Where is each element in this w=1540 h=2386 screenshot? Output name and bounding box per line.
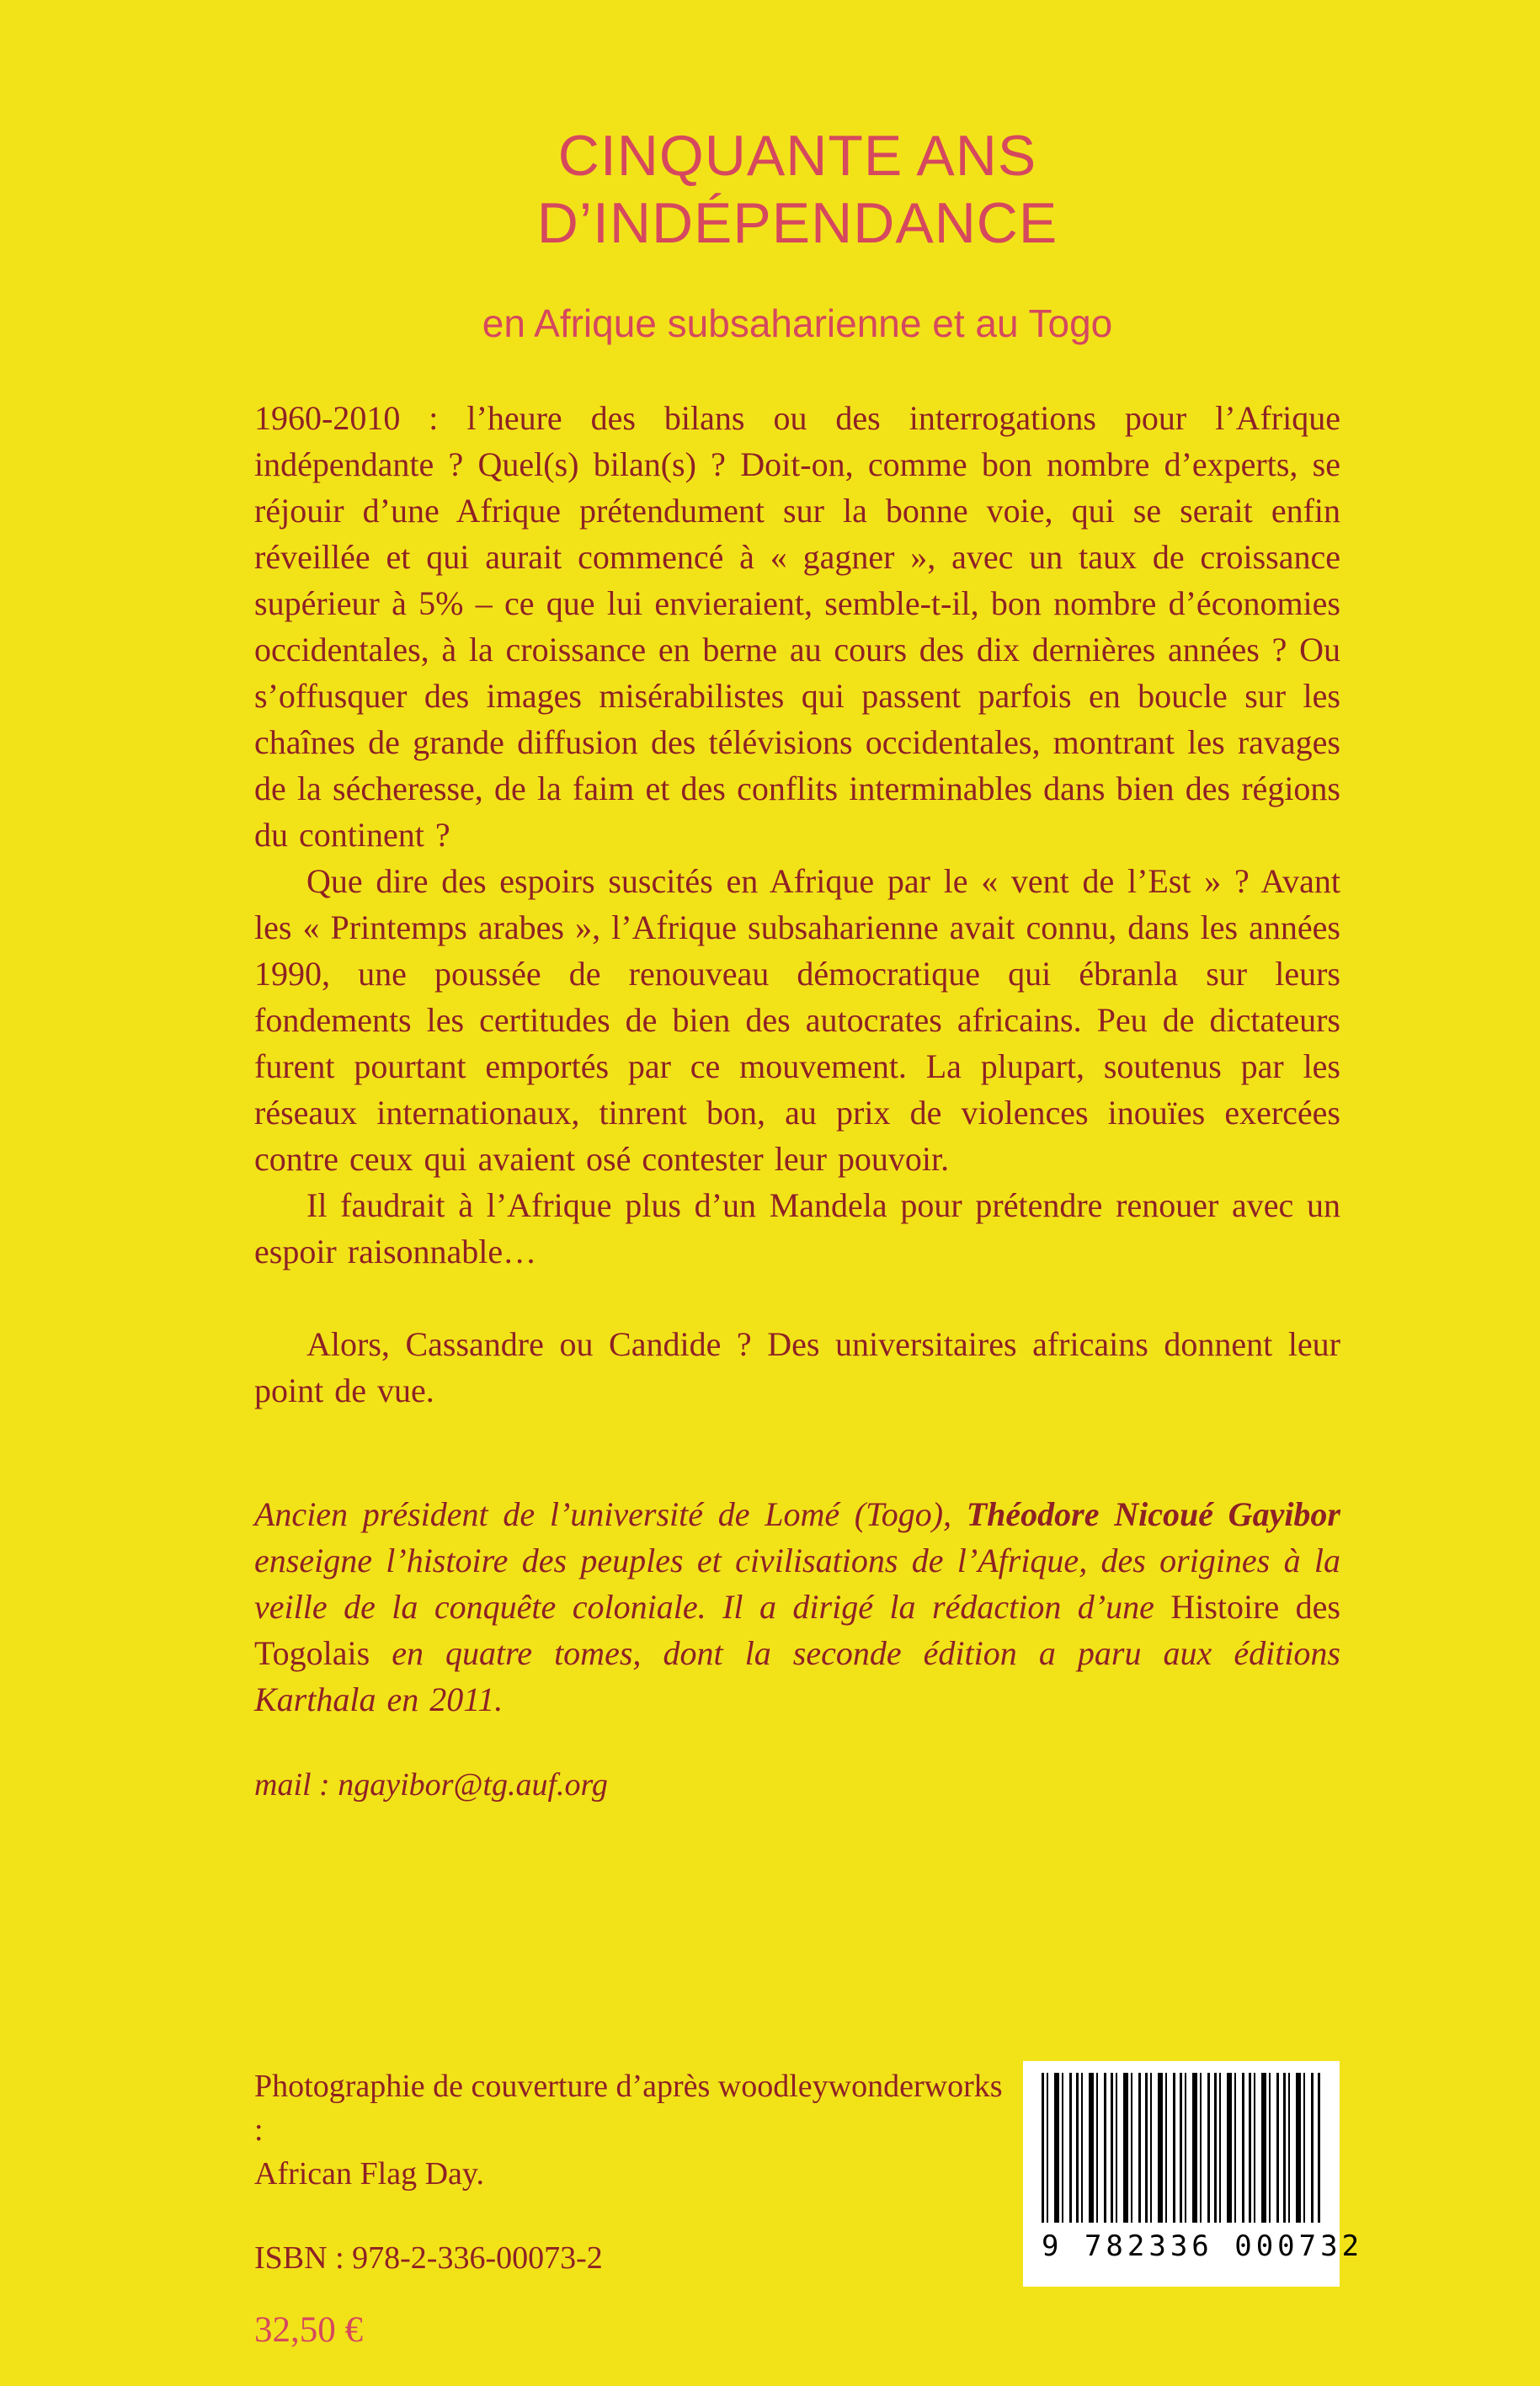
blurb-paragraph-4: Alors, Cassandre ou Candide ? Des universitaires africains donnent leur point de vue. <box>254 1325 1340 1409</box>
author-bio <box>254 1491 1340 1723</box>
author-name: Théodore Nicoué Gayibor <box>966 1495 1340 1533</box>
barcode-number: 9 782336 000732 <box>1042 2229 1364 2263</box>
photo-credit-line1: Photographie de couverture d’après woodleywonderworks : <box>254 2069 1003 2148</box>
isbn: ISBN : 978-2-336-00073-2 <box>254 2240 603 2276</box>
bio-segment: Ancien président de l’université de Lomé (Togo), <box>254 1495 967 1533</box>
book-reference-title: Histoire des Togolais <box>254 1588 1341 1672</box>
book-title <box>254 122 1340 257</box>
bio-segment: en quatre tomes, dont la seconde édition a paru aux éditions Karthala en 2011. <box>254 1634 1340 1718</box>
book-title-line1: CINQUANTE ANS <box>557 124 1037 188</box>
barcode-bars-graphic <box>1042 2073 1321 2223</box>
publication-info <box>254 2064 1012 2352</box>
blurb-paragraph-3: Il faudrait à l’Afrique plus d’un Mandela pour prétendre renouer avec un espoir raisonnable… <box>254 1186 1340 1270</box>
book-subtitle: en Afrique subsaharienne et au Togo <box>482 301 1113 345</box>
author-email: mail : ngayibor@tg.auf.org <box>254 1767 608 1803</box>
book-title-line2: D’INDÉPENDANCE <box>536 191 1058 255</box>
blurb-paragraph-2: Que dire des espoirs suscités en Afrique par le « vent de l’Est » ? Avant les « Printemps arabes », l’Afrique subsaharienne avait connu, dans les années 1990, une poussée de renouveau démocratique qui ébranla sur leurs fondements les certitudes de bien des autocrates africains. Peu de dictateurs furent pourtant emportés par ce mouvement. La plupart, soutenus par les réseaux internationaux, tinrent bon, au prix de violences inouïes exercées contre ceux qui avaient osé contester leur pouvoir. <box>254 862 1340 1178</box>
blurb-paragraph-1: 1960-2010 : l’heure des bilans ou des interrogations pour l’Afrique indépendante ? Quel(s) bilan(s) ? Doit-on, comme bon nombre d’experts, se réjouir d’une Afrique prétendument sur la bonne voie, qui se serait enfin réveillée et qui aurait commencé à « gagner », avec un taux de croissance supérieur à 5% – ce que lui envieraient, semble-t-il, bon nombre d’économies occidentales, à la croissance en berne au cours des dix dernières années ? Ou s’offusquer des images misérabilistes qui passent parfois en boucle sur les chaînes de grande diffusion des télévisions occidentales, montrant les ravages de la sécheresse, de la faim et des conflits interminables dans bien des régions du continent ? <box>254 399 1340 854</box>
main-text-column <box>254 0 1340 1803</box>
bio-segment: enseigne l’histoire des peuples et civilisations de l’Afrique, des origines à la veille de la conquête coloniale. Il a dirigé la rédaction d’une <box>254 1542 1340 1626</box>
price: 32,50 € <box>254 2310 363 2350</box>
back-cover-blurb <box>254 395 1340 1414</box>
barcode <box>1023 2061 1364 2287</box>
photo-credit-line2: African Flag Day. <box>254 2156 484 2192</box>
